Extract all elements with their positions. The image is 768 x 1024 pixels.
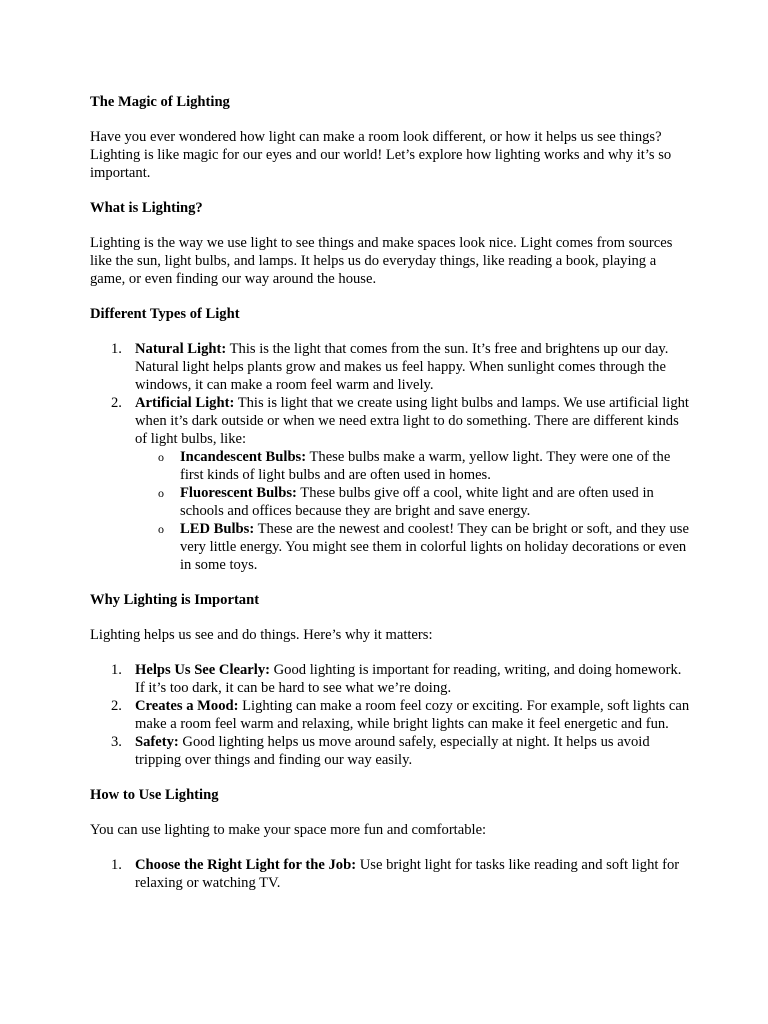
- document-page: [90, 93, 690, 892]
- why-paragraph: Lighting helps us see and do things. Here’s why it matters:: [90, 627, 433, 643]
- list-item: [90, 394, 690, 574]
- item-text: Lighting can make a room feel cozy or exciting. For example, soft lights can make a room feel warm and relaxing, while bright lights can make it feel energetic and fun.: [135, 698, 690, 732]
- sub-list-item: [135, 448, 690, 484]
- why-list: [90, 661, 690, 769]
- list-item: [90, 697, 690, 733]
- list-number: 2.: [111, 395, 122, 411]
- how-list: [90, 856, 690, 892]
- section-heading-why: Why Lighting is Important: [90, 592, 260, 608]
- how-paragraph: You can use lighting to make your space more fun and comfortable:: [90, 822, 487, 838]
- item-text: This is the light that comes from the sun. It’s free and brightens up our day. Natural light helps plants grow and makes us feel happy. When sunlight comes through the windows, it can make a room feel warm and lively.: [135, 341, 669, 393]
- section-heading-how: How to Use Lighting: [90, 787, 219, 803]
- section-heading-what: What is Lighting?: [90, 200, 203, 216]
- document-title: The Magic of Lighting: [90, 94, 230, 110]
- item-text: Good lighting is important for reading, writing, and doing homework. If it’s too dark, it can be hard to see what we’re doing.: [135, 662, 682, 696]
- list-number: 2.: [111, 698, 122, 714]
- list-item: [90, 856, 690, 892]
- bullet-icon: o: [158, 486, 164, 500]
- intro-paragraph: Have you ever wondered how light can make a room look different, or how it helps us see things? Lighting is like magic for our eyes and our world! Let’s explore how lighting works and why it’s so important.: [90, 129, 672, 181]
- bullet-icon: o: [158, 450, 164, 464]
- item-label: Incandescent Bulbs:: [180, 449, 307, 465]
- types-list: [90, 340, 690, 574]
- item-label: Choose the Right Light for the Job:: [135, 857, 357, 873]
- item-label: Creates a Mood:: [135, 698, 239, 714]
- list-item: [90, 661, 690, 697]
- item-label: Fluorescent Bulbs:: [180, 485, 297, 501]
- what-paragraph: Lighting is the way we use light to see things and make spaces look nice. Light comes from sources like the sun, light bulbs, and lamps. It helps us do everyday things, like reading a book, playing a game, or even finding our way around the house.: [90, 235, 673, 287]
- sub-list-item: [135, 520, 690, 574]
- list-number: 1.: [111, 857, 122, 873]
- bullet-icon: o: [158, 522, 164, 536]
- list-number: 1.: [111, 662, 122, 678]
- list-number: 3.: [111, 734, 122, 750]
- item-text: Use bright light for tasks like reading and soft light for relaxing or watching TV.: [135, 857, 680, 891]
- item-label: Helps Us See Clearly:: [135, 662, 270, 678]
- item-text: These bulbs make a warm, yellow light. They were one of the first kinds of light bulbs and are often used in homes.: [180, 449, 671, 483]
- item-label: Natural Light:: [135, 341, 227, 357]
- section-heading-types: Different Types of Light: [90, 306, 240, 322]
- item-text: These are the newest and coolest! They can be bright or soft, and they use very little energy. You might see them in colorful lights on holiday decorations or even in some toys.: [180, 521, 689, 573]
- item-label: Safety:: [135, 734, 179, 750]
- bulb-list: [135, 448, 690, 574]
- item-label: LED Bulbs:: [180, 521, 255, 537]
- item-text: This is light that we create using light bulbs and lamps. We use artificial light when it’s dark outside or when we need extra light to do something. There are different kinds of light bulbs, like:: [135, 395, 689, 447]
- list-number: 1.: [111, 341, 122, 357]
- sub-list-item: [135, 484, 690, 520]
- item-text: Good lighting helps us move around safely, especially at night. It helps us avoid tripping over things and finding our way easily.: [135, 734, 650, 768]
- list-item: [90, 340, 690, 394]
- item-label: Artificial Light:: [135, 395, 235, 411]
- item-text: These bulbs give off a cool, white light and are often used in schools and offices because they are bright and save energy.: [180, 485, 654, 519]
- list-item: [90, 733, 690, 769]
